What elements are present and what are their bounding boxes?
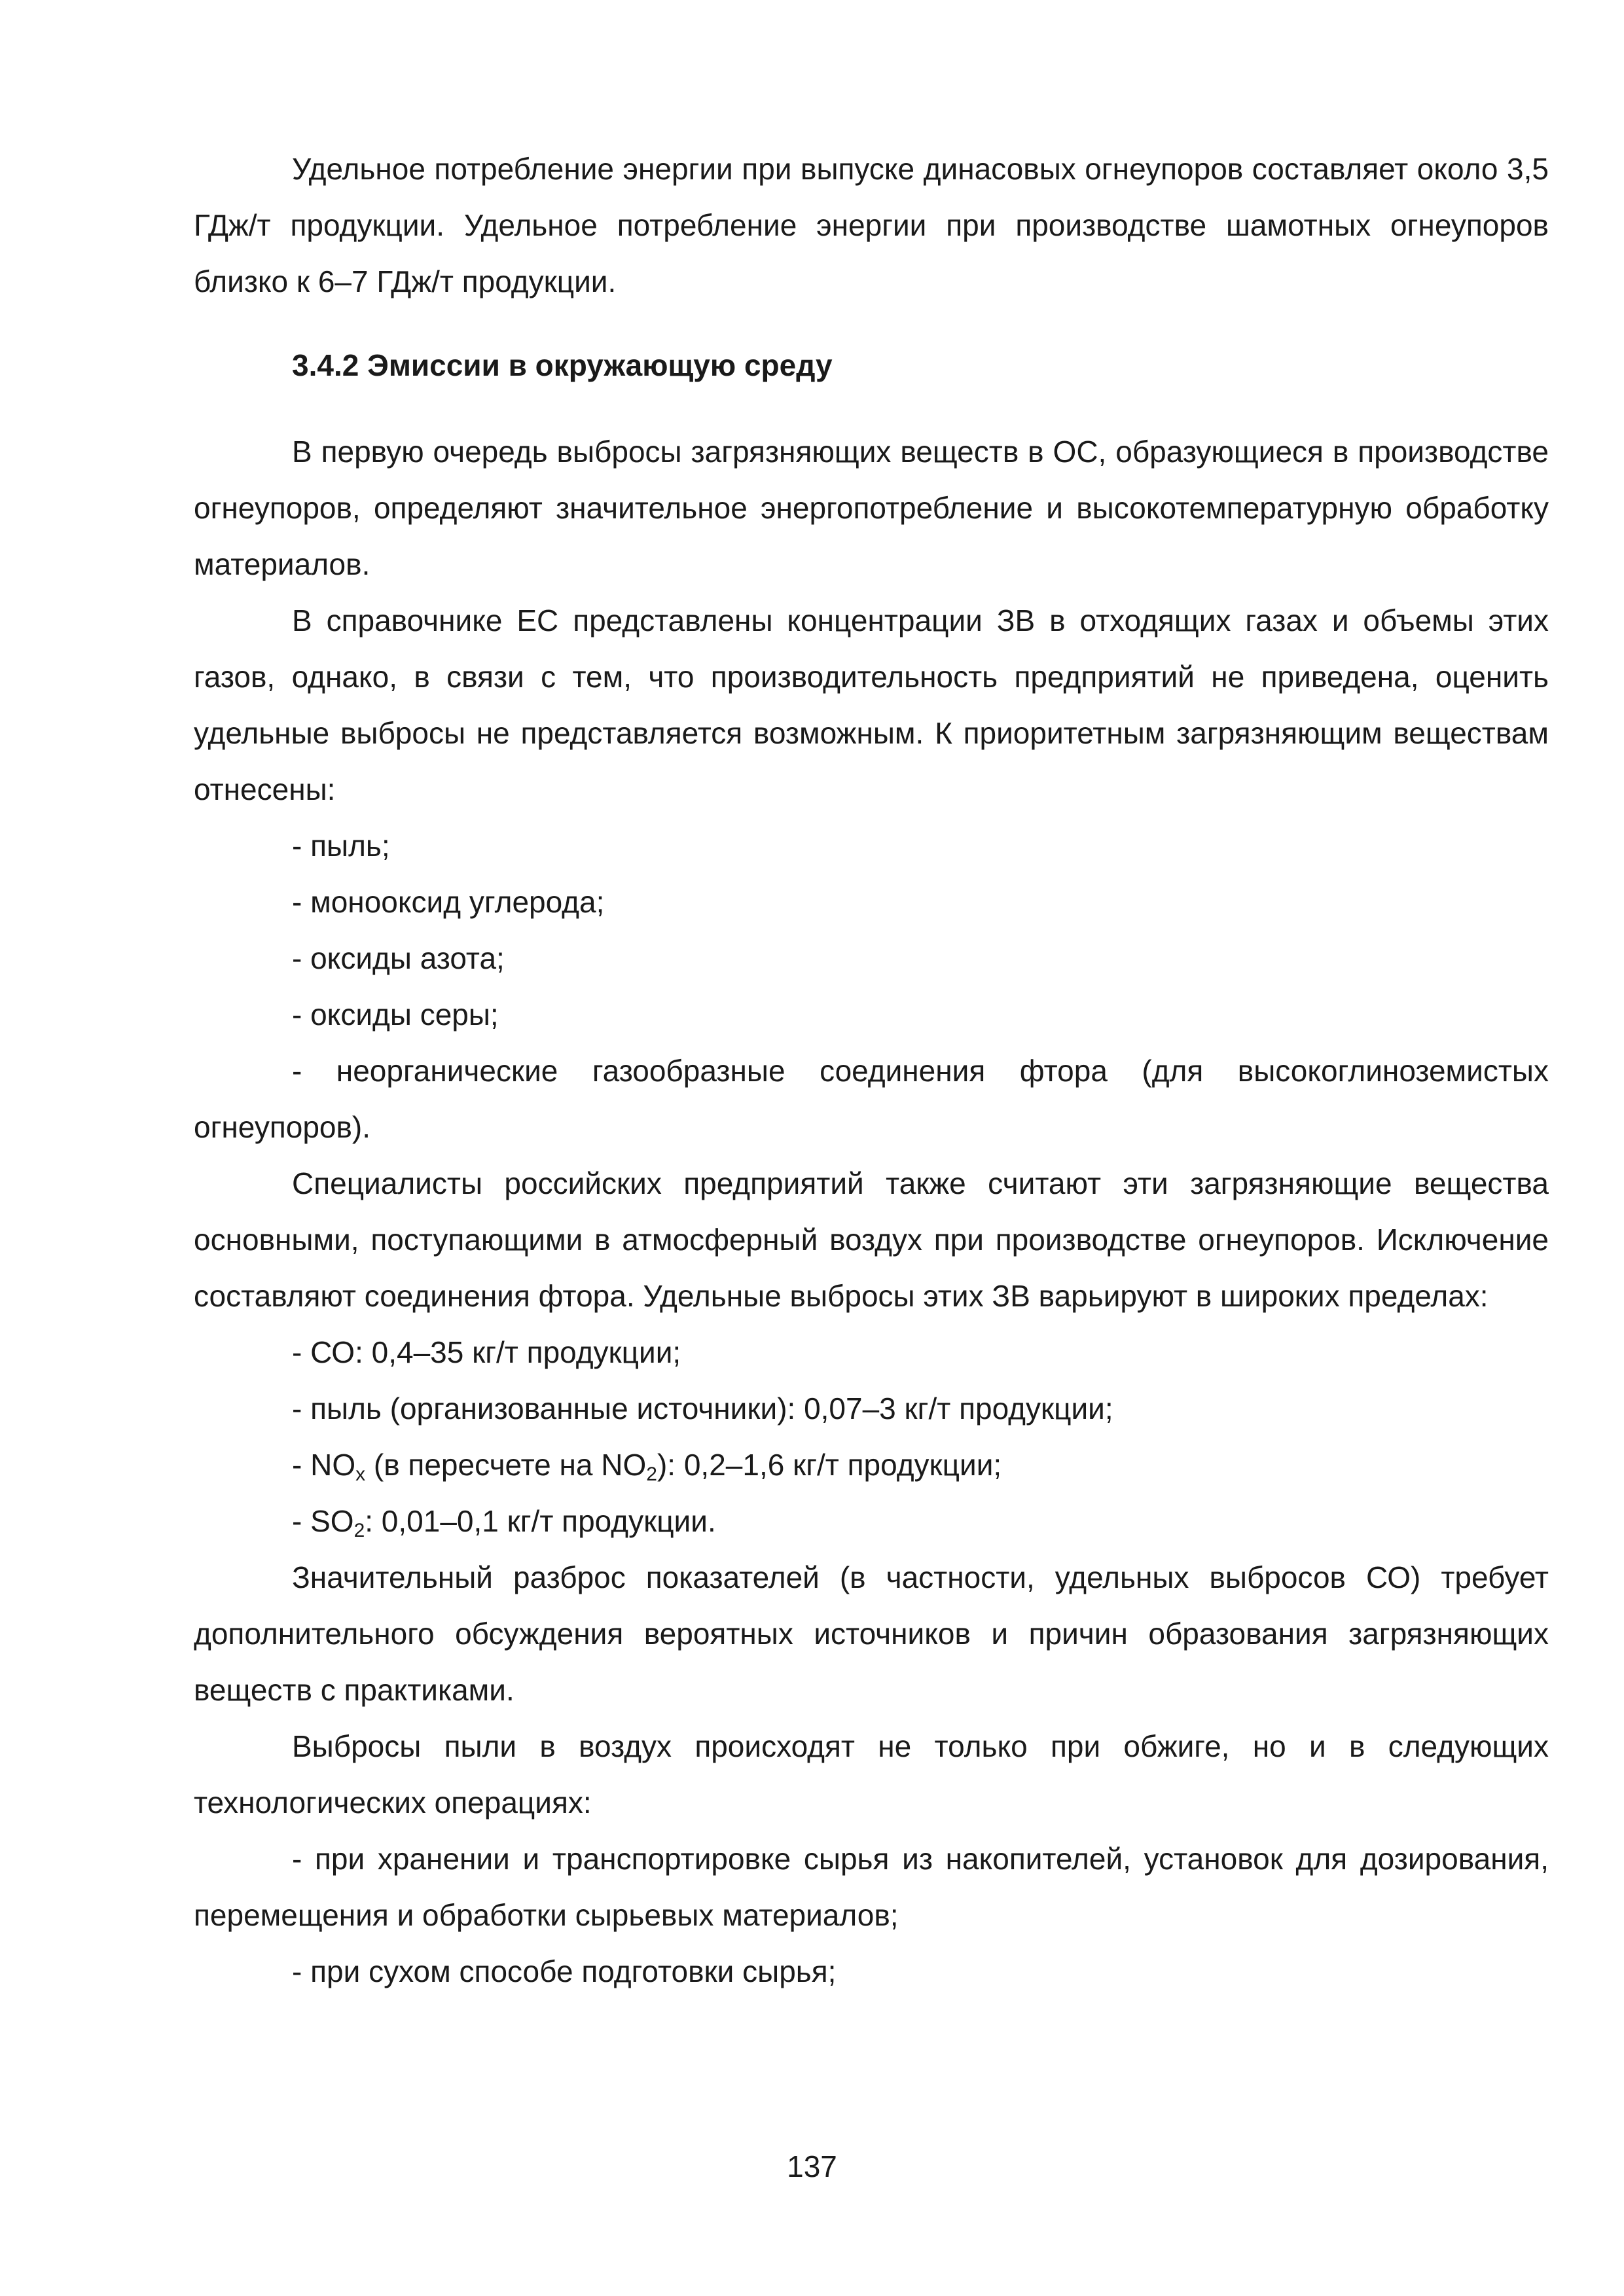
list-item-pollutant: - оксиды азота; <box>292 941 505 975</box>
list-item-emission-nox <box>194 1437 1549 1493</box>
list-item-emission-dust: - пыль (организованные источники): 0,07–3 кг/т продукции; <box>292 1391 1113 1426</box>
list-item-pollutant: - оксиды серы; <box>292 997 499 1031</box>
list-item-pollutant: - неорганические газообразные соединения фтора (для высокоглиноземистых огнеупоров). <box>194 1054 1549 1144</box>
so2-suffix: : 0,01–0,1 кг/т продукции. <box>365 1504 716 1538</box>
no2-subscript: 2 <box>646 1463 657 1485</box>
page-body <box>194 141 1549 2000</box>
list-item-emission-co: - СО: 0,4–35 кг/т продукции; <box>292 1335 681 1369</box>
so2-prefix: - SO <box>292 1504 354 1538</box>
intro-paragraph: Удельное потребление энергии при выпуске динасовых огнеупоров составляет около 3,5 ГДж/т продукции. Удельное потребление энергии при производстве шамотных огнеупоров близко к 6–7 ГДж/т продукции. <box>194 152 1549 298</box>
list-item-pollutant: - пыль; <box>292 829 390 863</box>
list-item-emission-so2 <box>194 1493 1549 1549</box>
page-number: 137 <box>787 2149 837 2183</box>
paragraph-scatter: Значительный разброс показателей (в частности, удельных выбросов СО) требует дополнительного обсуждения вероятных источников и причин образования загрязняющих веществ с практиками. <box>194 1560 1549 1707</box>
paragraph-pollutant-sources: В первую очередь выбросы загрязняющих веществ в ОС, образующиеся в производстве огнеупоров, определяют значительное энергопотребление и высокотемпературную обработку материалов. <box>194 435 1549 581</box>
section-heading: 3.4.2 Эмиссии в окружающую среду <box>292 348 833 382</box>
list-item-pollutant: - монооксид углерода; <box>292 885 605 919</box>
nox-subscript: x <box>355 1463 366 1485</box>
nox-prefix: - NO <box>292 1448 356 1482</box>
nox-middle: (в пересчете на NO <box>365 1448 647 1482</box>
so2-subscript: 2 <box>353 1520 365 1541</box>
paragraph-russian-experts: Специалисты российских предприятий также считают эти загрязняющие вещества основными, поступающими в атмосферный воздух при производстве огнеупоров. Исключение составляют соединения фтора. Удельные выбросы этих ЗВ варьируют в широких пределах: <box>194 1166 1549 1313</box>
nox-suffix: ): 0,2–1,6 кг/т продукции; <box>657 1448 1002 1482</box>
paragraph-eu-reference: В справочнике ЕС представлены концентрации ЗВ в отходящих газах и объемы этих газов, однако, в связи с тем, что производительность предприятий не приведена, оценить удельные выбросы не представляется возможным. К приоритетным загрязняющим веществам отнесены: <box>194 603 1549 806</box>
list-item-dust-operation: - при сухом способе подготовки сырья; <box>292 1954 837 1988</box>
list-item-dust-operation: - при хранении и транспортировке сырья из накопителей, установок для дозирования, перемещения и обработки сырьевых материалов; <box>194 1842 1549 1932</box>
paragraph-dust-operations: Выбросы пыли в воздух происходят не только при обжиге, но и в следующих технологических операциях: <box>194 1729 1549 1820</box>
